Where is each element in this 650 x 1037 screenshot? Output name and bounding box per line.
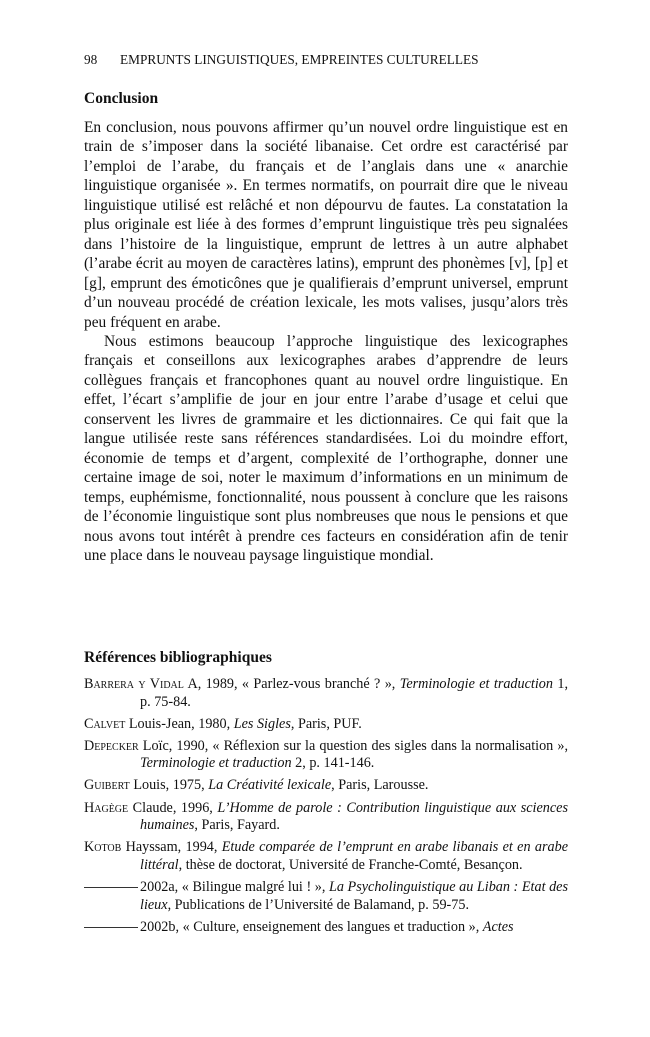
ref-title: L’Homme de parole : Contribution linguistique aux sciences humaines <box>140 799 569 834</box>
ref-author: Calvet <box>84 715 126 732</box>
reference-entry: Calvet Louis-Jean, 1980, Les Sigles, Paris, PUF. <box>84 715 362 732</box>
ditto-dash <box>84 887 138 888</box>
ref-author: Guibert <box>84 777 130 794</box>
ref-title: Terminologie et traduction <box>140 755 292 772</box>
paragraph: Nous estimons beaucoup l’approche linguistique des lexicographes français et conseillons aux lexicographes arabes d’apprendre de leurs collègues français et francophones quant au nouvel ordre linguistique. En effet, l’écart s’amplifie de jour en jour entre l’arabe d’usage et celui que conservent les livres de grammaire et les dictionnaires. Ce qui fait que la langue utilisée reste sans références standardisées. Loi du moindre effort, économie de temps et d’argent, complexité de l’orthographe, donner une certaine image de soi, noter le maximum d’informations en un minimum de temps, euphémisme, fonctionnalité, nous poussent à conclure que les raisons de l’économie linguistique sont plus nombreuses que nous le pensions et que nous avons tout intérêt à prendre ces facteurs en considération afin de tenir une place dans le nouveau paysage linguistique mondial. <box>84 332 568 564</box>
reference-entry: 2002b, « Culture, enseignement des langues et traduction », Actes <box>84 919 568 937</box>
ref-title: Etude comparée de l’emprunt en arabe libanais et en arabe littéral <box>140 839 568 873</box>
ref-author: Hagège <box>84 799 129 816</box>
reference-entry: Barrera y Vidal A, 1989, « Parlez-vous branché ? », Terminologie et traduction 1, p. 75-84. <box>84 676 569 710</box>
ref-title: La Créativité lexicale <box>208 777 332 794</box>
reference-entry: Hagège Claude, 1996, L’Homme de parole : Contribution linguistique aux sciences humaines, Paris, Fayard. <box>84 799 569 834</box>
page-number: 98 <box>84 52 98 67</box>
reference-entry: Depecker Loïc, 1990, « Réflexion sur la question des sigles dans la normalisation », Terminologie et traduction 2, p. 141-146. <box>84 737 568 772</box>
conclusion-body <box>84 118 568 565</box>
ref-author: Depecker <box>84 737 139 754</box>
ditto-dash <box>84 927 138 928</box>
reference-list <box>84 676 568 941</box>
ref-title: Actes <box>482 918 514 935</box>
reference-entry: Guibert Louis, 1975, La Créativité lexicale, Paris, Larousse. <box>84 777 429 794</box>
ref-title: La Psycholinguistique au Liban : Etat des lieux <box>140 878 568 913</box>
section-heading-references: Références bibliographiques <box>84 649 272 666</box>
paragraph: En conclusion, nous pouvons affirmer qu’un nouvel ordre linguistique est en train de s’imposer dans la société libanaise. Cet ordre est caractérisé par l’emploi de l’arabe, du français et de l’anglais dans une « anarchie linguistique organisée ». En termes normatifs, on pourrait dire que le niveau linguistique utilisé est relâché et non dépourvu de fautes. La constatation la plus originale est liée à des formes d’emprunt linguistique très peu signalées dans l’histoire de la linguistique, emprunt de lettres à un autre alphabet (l’arabe écrit au moyen de caractères latins), emprunt des phonèmes [v], [p] et [g], emprunt des émoticônes que je qualifierais d’emprunt universel, emprunt d’un nouveau procédé de création lexicale, les mots valises, jusqu’alors très peu fréquent en arabe. <box>84 119 568 331</box>
ref-author: Barrera y Vidal <box>84 676 184 692</box>
running-head <box>84 52 568 68</box>
running-head-title: EMPRUNTS LINGUISTIQUES, EMPREINTES CULTURELLES <box>120 52 479 67</box>
reference-entry: Kotob Hayssam, 1994, Etude comparée de l’emprunt en arabe libanais et en arabe littéral, thèse de doctorat, Université de Franche-Comté, Besançon. <box>84 839 568 873</box>
ref-author: Kotob <box>84 839 122 856</box>
section-heading-conclusion: Conclusion <box>84 90 159 107</box>
ref-title: Terminologie et traduction <box>399 676 553 692</box>
ref-title: Les Sigles <box>233 715 291 732</box>
reference-entry: 2002a, « Bilingue malgré lui ! », La Psycholinguistique au Liban : Etat des lieux, Publications de l’Université de Balamand, p. 59-75. <box>84 879 568 914</box>
